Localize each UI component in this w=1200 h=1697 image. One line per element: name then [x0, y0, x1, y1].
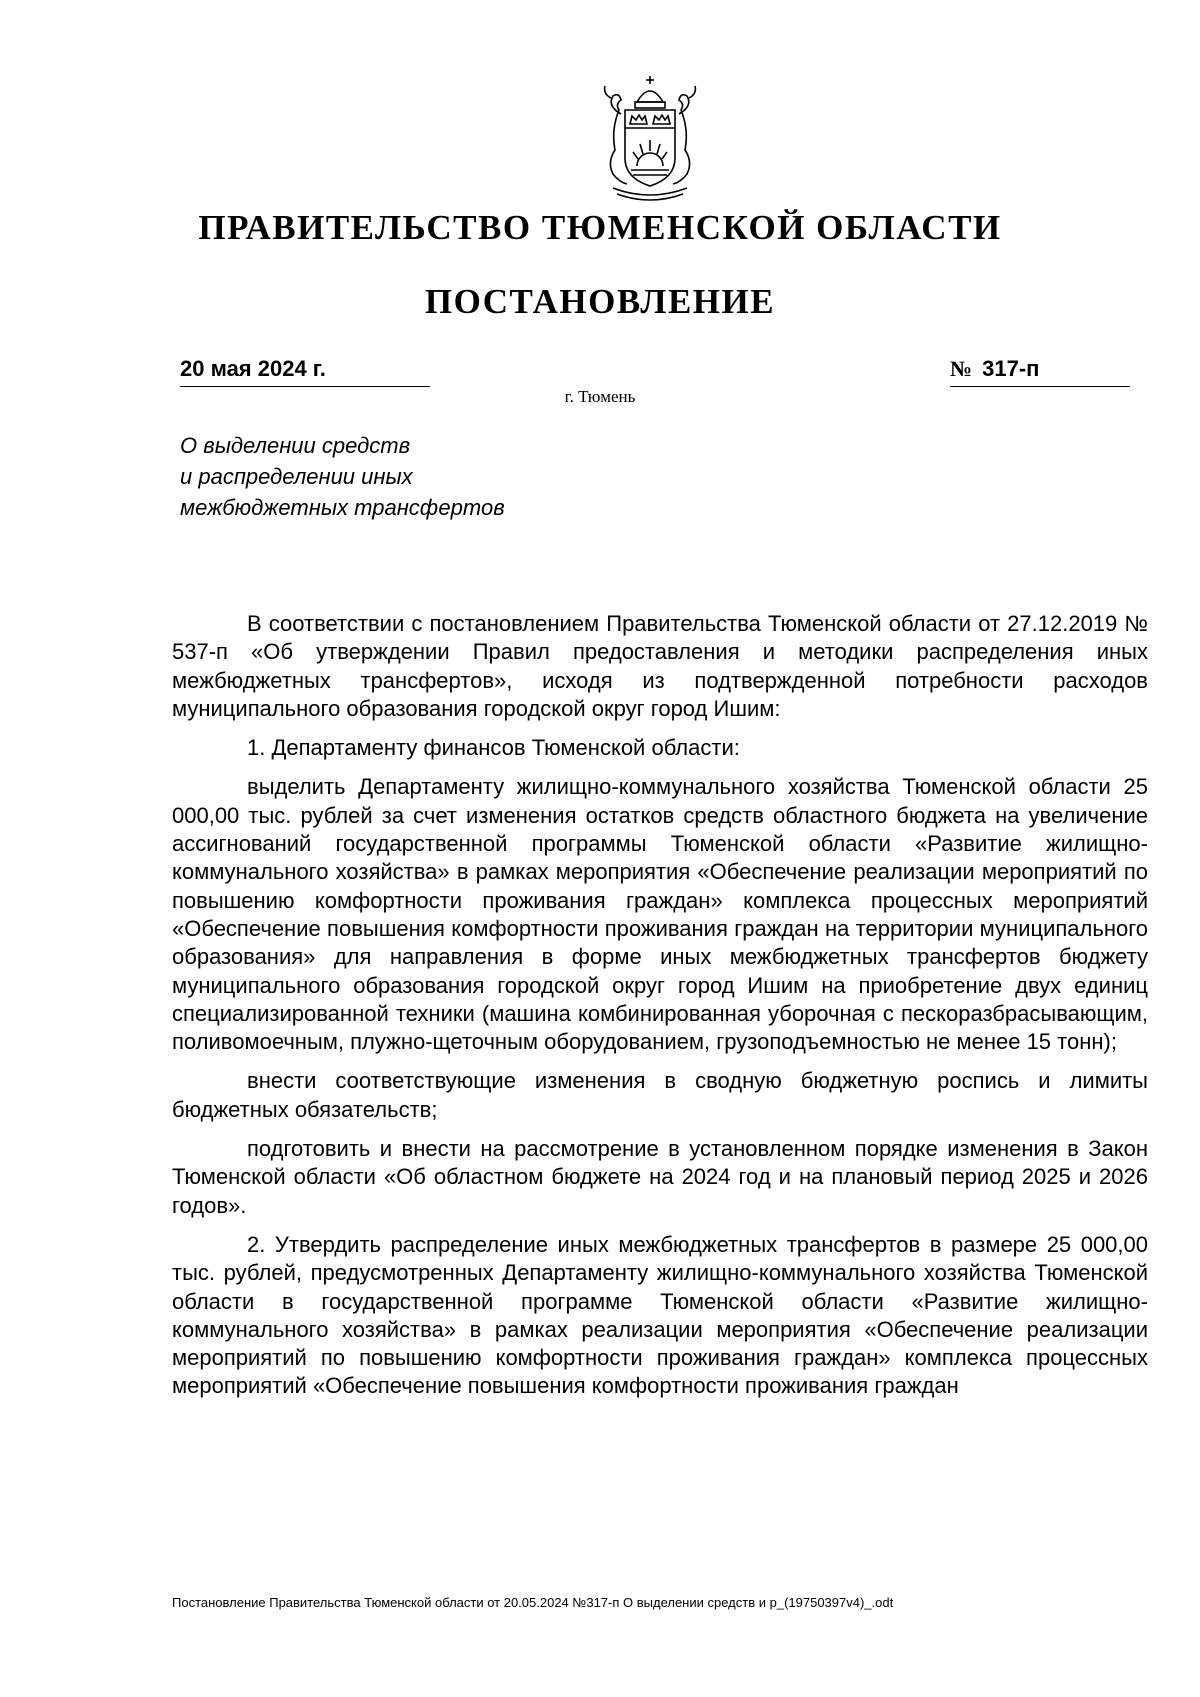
subject-line: и распределении иных — [180, 464, 413, 489]
body-paragraph: 2. Утвердить распределение иных межбюджетных трансфертов в размере 25 000,00 тыс. рублей, предусмотренных Департаменту жилищно-коммунального хозяйства Тюменской области в государственной программе Тюменской области «Развитие жилищно-коммунального хозяйства» в рамках реализации мероприятия «Обеспечение реализации мероприятий по повышению комфортности проживания граждан» комплекса процессных мероприятий «Обеспечение повышения комфортности проживания граждан — [172, 1231, 1148, 1399]
document-type-title: ПОСТАНОВЛЕНИЕ — [424, 282, 776, 321]
body-paragraph: выделить Департаменту жилищно-коммунального хозяйства Тюменской области 25 000,00 тыс. рублей за счет изменения остатков средств областного бюджета на увеличение ассигнований государственной программы Тюменской области «Развитие жилищно-коммунального хозяйства» в рамках мероприятия «Обеспечение реализации мероприятий по повышению комфортности проживания граждан» комплекса процессных мероприятий «Обеспечение повышения комфортности проживания граждан на территории муниципального образования» для направления в форме иных межбюджетных трансфертов бюджету муниципального образования городской округ город Ишим на приобретение двух единиц специализированной техники (машина комбинированная уборочная с пескоразбрасывающим, поливомоечным, плужно-щеточным оборудованием, грузоподъемностью не менее 15 тонн); — [172, 774, 1148, 1055]
number-sign: № — [950, 356, 973, 381]
document-number-field — [950, 356, 1130, 387]
body-paragraph: внести соответствующие изменения в сводную бюджетную роспись и лимиты бюджетных обязательств; — [172, 1068, 1148, 1122]
body-paragraph: В соответствии с постановлением Правительства Тюменской области от 27.12.2019 № 537-п «Об утверждении Правил предоставления и методики распределения иных межбюджетных трансфертов», исходя из подтвержденной потребности расходов муниципального образования городской округ город Ишим: — [172, 611, 1148, 721]
document-date: 20 мая 2024 г. — [180, 356, 430, 387]
coat-of-arms-emblem — [585, 70, 715, 205]
city: г. Тюмень — [564, 387, 636, 406]
document-body — [172, 610, 1148, 1412]
subject-line: О выделении средств — [180, 433, 411, 458]
page-footer: Постановление Правительства Тюменской области от 20.05.2024 №317-п О выделении средств и р_(19750397v4)_.odt — [172, 1595, 894, 1610]
document-number: 317-п — [982, 356, 1040, 381]
body-paragraph: 1. Департаменту финансов Тюменской области: — [247, 735, 740, 761]
organization-title: ПРАВИТЕЛЬСТВО ТЮМЕНСКОЙ ОБЛАСТИ — [198, 208, 1002, 247]
document-subject — [180, 430, 680, 523]
body-paragraph: подготовить и внести на рассмотрение в установленном порядке изменения в Закон Тюменской области «Об областном бюджете на 2024 год и на плановый период 2025 и 2026 годов». — [172, 1136, 1148, 1218]
subject-line: межбюджетных трансфертов — [180, 495, 505, 520]
